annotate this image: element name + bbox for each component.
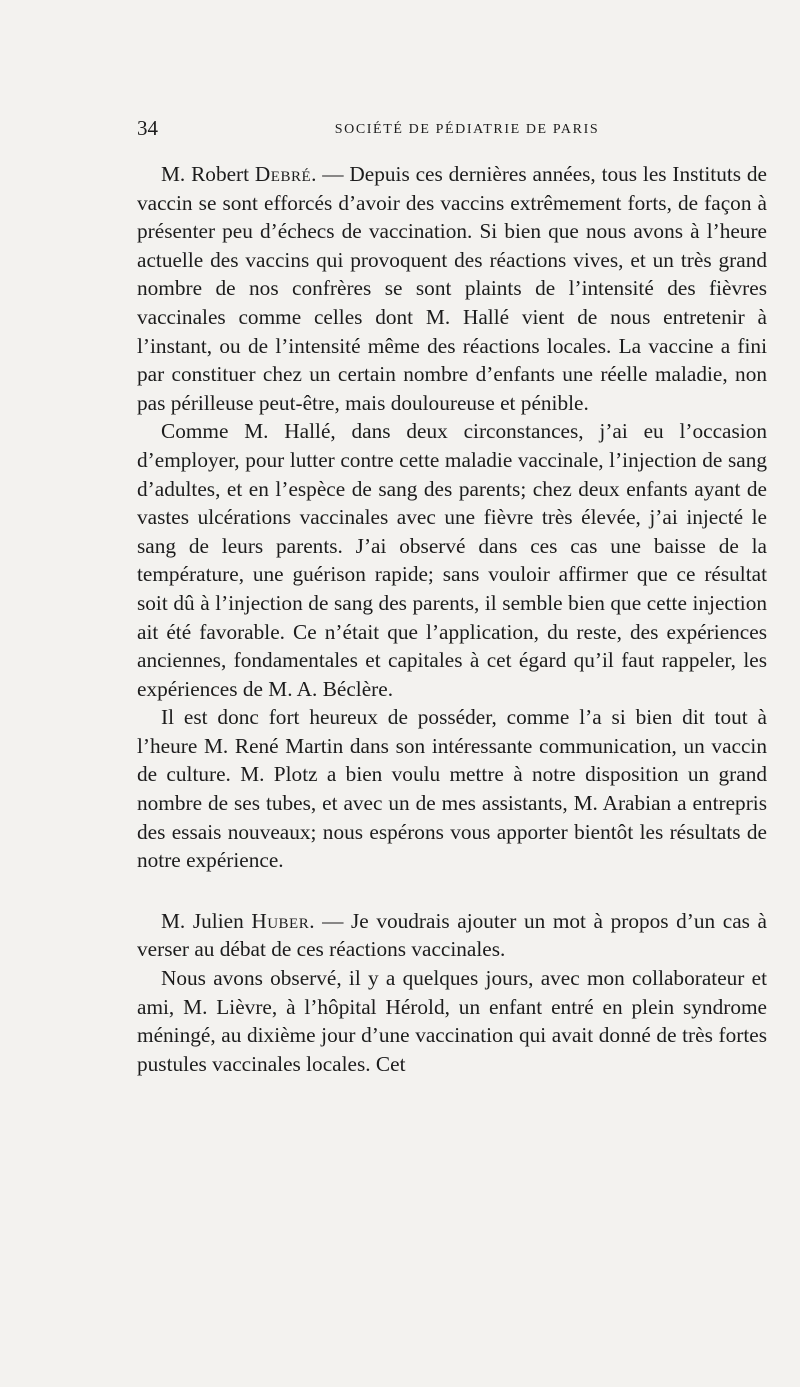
page-number: 34: [137, 116, 158, 140]
speaker-prefix: M. Robert: [161, 162, 255, 186]
speaker-name: Debré: [254, 162, 312, 186]
running-title: SOCIÉTÉ DE PÉDIATRIE DE PARIS: [334, 122, 600, 137]
paragraph-culture-vaccine: [137, 703, 767, 875]
paragraph-huber: [137, 907, 767, 964]
paragraph-halle: [137, 417, 767, 703]
paragraph-text: Il est donc fort heureux de posséder, comme l’a si bien dit tout à l’heure M. René Martin dans son intéressante communication, un vaccin de culture. M. Plotz a bien voulu mettre à notre disposition un grand nombre de ses tubes, et avec un de mes assistants, M. Arabian a entrepris des essais nouveaux; nous espérons vous apporter bientôt les résultats de notre expérience.: [137, 705, 767, 873]
speaker-prefix: M. Julien: [161, 908, 252, 933]
paragraph-debre: [137, 160, 767, 417]
page-header: [137, 116, 767, 146]
speaker-name: Huber: [251, 908, 310, 933]
paragraph-text: . — Depuis ces dernières années, tous les Instituts de vaccin se sont efforcés d’avoir des vaccins extrêmement forts, de façon à présenter peu d’échecs de vaccination. Si bien que nous avons à l’heure actuelle des vaccins qui provoquent des réactions vives, et un très grand nombre de nos confrères se sont plaints de l’intensité des fièvres vaccinales comme celles dont M. Hallé vient de nous entretenir à l’instant, ou de l’intensité même des réactions locales. La vaccine a fini par constituer chez un certain nombre d’enfants une réelle maladie, non pas périlleuse peut-être, mais douloureuse et pénible.: [137, 162, 767, 415]
paragraph-text: Nous avons observé, il y a quelques jours, avec mon collaborateur et ami, M. Lièvre, à l’hôpital Hérold, un enfant entré en plein syndrome méningé, au dixième jour d’une vaccination qui avait donné de très fortes pustules vaccinales locales. Cet: [137, 966, 767, 1076]
paragraph-text: Comme M. Hallé, dans deux circonstances, j’ai eu l’occasion d’employer, pour lutter contre cette maladie vaccinale, l’injection de sang d’adultes, et en l’espèce de sang des parents; chez deux enfants ayant de vastes ulcérations vaccinales avec une fièvre très élevée, j’ai injecté le sang de leurs parents. J’ai observé dans ces cas une baisse de la température, une guérison rapide; sans vouloir affirmer que ce résultat soit dû à l’injection de sang des parents, il semble bien que cette injection ait été favorable. Ce n’était que l’application, du reste, des expériences anciennes, fondamentales et capitales à cet égard qu’il faut rappeler, les expériences de M. A. Béclère.: [137, 419, 767, 701]
paragraph-observation: [137, 964, 767, 1078]
paragraph-text: . — Je voudrais ajouter un mot à propos d’un cas à verser au débat de ces réactions vaccinales.: [137, 908, 768, 962]
body-text: [137, 160, 767, 1078]
